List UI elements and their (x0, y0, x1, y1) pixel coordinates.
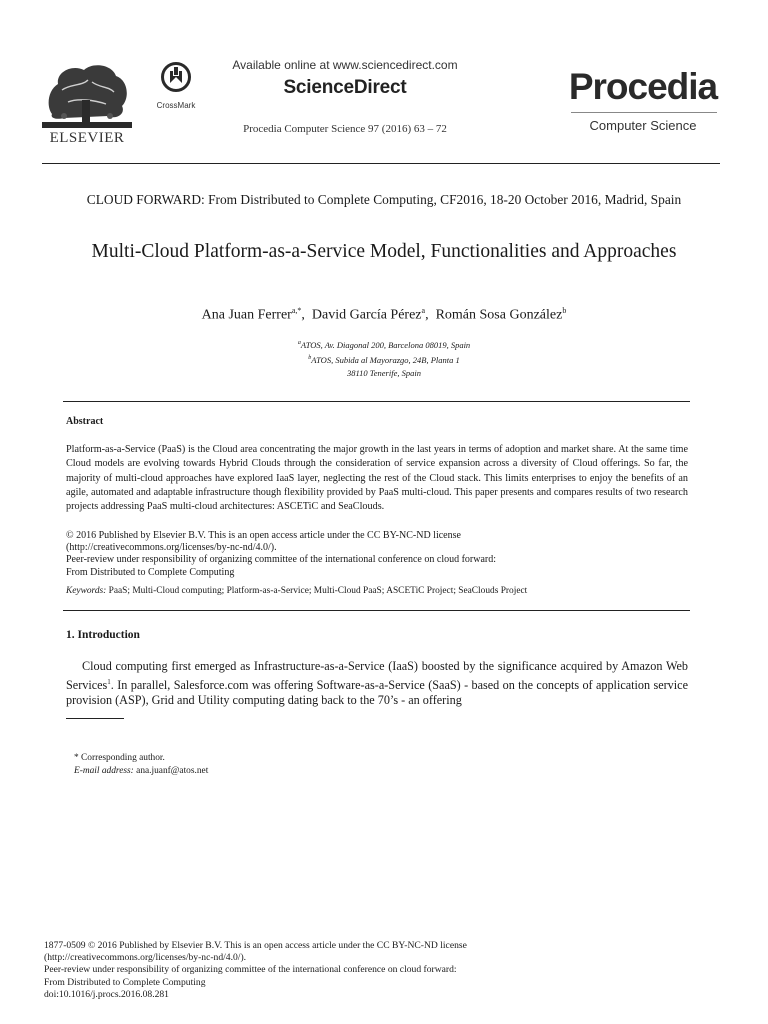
copyright-line: © 2016 Published by Elsevier B.V. This is an open access article under the CC BY-NC-ND license (66, 530, 461, 541)
affiliation-line: $^b$ATOS, Subida al Mayorazgo, 24B, Planta 1 (308, 354, 460, 365)
crossmark-icon (161, 62, 191, 96)
elsevier-tree-icon (42, 60, 132, 128)
crossmark-label: CrossMark (156, 101, 196, 110)
peer-review-line: From Distributed to Complete Computing (44, 976, 206, 988)
paper-title: Multi-Cloud Platform-as-a-Service Model, Functionalities and Approaches (91, 241, 677, 262)
sciencedirect-logo: ScienceDirect (283, 77, 407, 98)
procedia-subtitle: Computer Science (589, 118, 697, 133)
copyright-notice (66, 530, 688, 579)
footnote (74, 752, 208, 778)
abstract-top-rule (63, 401, 690, 402)
abstract-heading: Abstract (66, 416, 104, 427)
license-link[interactable]: (http://creativecommons.org/licenses/by-nc-nd/4.0/). (44, 952, 247, 964)
elsevier-wordmark: ELSEVIER (49, 130, 125, 146)
copyright-line: Peer-review under responsibility of organizing committee of the international conference on cloud forward: (66, 554, 497, 566)
introduction-paragraph: Cloud computing first emerged as Infrastructure-as-a-Service (IaaS) boosted by the significance acquired by Amazon Web Services$^1$. In parallel, Salesforce.com was offering Software-as-a-Service (SaaS) - based on the concepts of application service provision (ASP), Grid and Utility computing dating back to the 70’s - an offering (66, 659, 688, 708)
author-affil-mark: a (421, 306, 426, 315)
elsevier-logo (42, 60, 134, 152)
keywords-list: PaaS; Multi-Cloud computing; Platform-as-a-Service; Multi-Cloud PaaS; ASCETiC Project; SeaClouds Project (108, 586, 528, 596)
footnote-marker[interactable]: 1 (107, 677, 111, 686)
doi-line[interactable]: doi:10.1016/j.procs.2016.08.281 (44, 988, 169, 1000)
procedia-logo (563, 62, 723, 138)
copyright-line: From Distributed to Complete Computing (66, 566, 235, 578)
procedia-divider (571, 112, 717, 113)
affiliation-line: $^a$ATOS, Av. Diagonal 200, Barcelona 08019, Spain (297, 339, 471, 350)
author-affil-mark: a,* (291, 306, 302, 315)
footnote-rule (66, 718, 124, 719)
author-name: Ana Juan Ferrer (201, 307, 292, 323)
bottom-publication-info (44, 940, 684, 1001)
keywords (66, 586, 688, 596)
corresponding-author-note: * Corresponding author. (74, 753, 165, 763)
email-line: E-mail address: ana.juanf@atos.net (74, 766, 209, 776)
issn-copyright-line: 1877-0509 © 2016 Published by Elsevier B.V. This is an open access article under the CC BY-NC-ND license (44, 940, 467, 951)
keywords-label: Keywords: (66, 586, 107, 596)
header-center (210, 58, 480, 135)
crossmark-badge[interactable] (150, 62, 202, 112)
affiliations (60, 337, 708, 380)
email-address[interactable]: ana.juanf@atos.net (136, 766, 209, 776)
journal-reference: Procedia Computer Science 97 (2016) 63 – 72 (243, 123, 447, 135)
author-name: David García Pérez (311, 307, 422, 323)
procedia-title: Procedia (568, 66, 718, 107)
author-affil-mark: b (562, 306, 567, 315)
affiliation-line: 38110 Tenerife, Spain (347, 367, 421, 378)
author-list: Ana Juan Ferrer$^{a,*}$, David García Pérez$^a$, Román Sosa González$^b$ (201, 306, 567, 323)
header-rule (42, 163, 720, 164)
section-heading: 1. Introduction (66, 629, 140, 641)
available-online-text: Available online at www.sciencedirect.com (232, 58, 458, 72)
abstract-bottom-rule (63, 610, 690, 611)
abstract-body: Platform-as-a-Service (PaaS) is the Cloud area concentrating the major growth in the last years in terms of adoption and market share. At the same time Cloud models are evolving towards Hybrid Clouds through the consideration of service expansion across a diversity of Cloud offerings. So far, the majority of multi-cloud approaches have explored IaaS layer, neglecting the rest of the Cloud stack. This limits enterprises to enjoy the benefits of an agile, automated and adaptable infrastructure though flexibility provided by PaaS multi-cloud. This paper presents and compares results of two research projects addressing PaaS multi-cloud architectures: ASCETiC and SeaClouds. (66, 444, 688, 513)
conference-line: CLOUD FORWARD: From Distributed to Complete Computing, CF2016, 18-20 October 2016, Madrid, Spain (86, 192, 682, 207)
license-link[interactable]: (http://creativecommons.org/licenses/by-nc-nd/4.0/). (66, 542, 277, 554)
peer-review-line: Peer-review under responsibility of organizing committee of the international conference on cloud forward: (44, 964, 457, 976)
author-name: Román Sosa González (435, 307, 563, 323)
